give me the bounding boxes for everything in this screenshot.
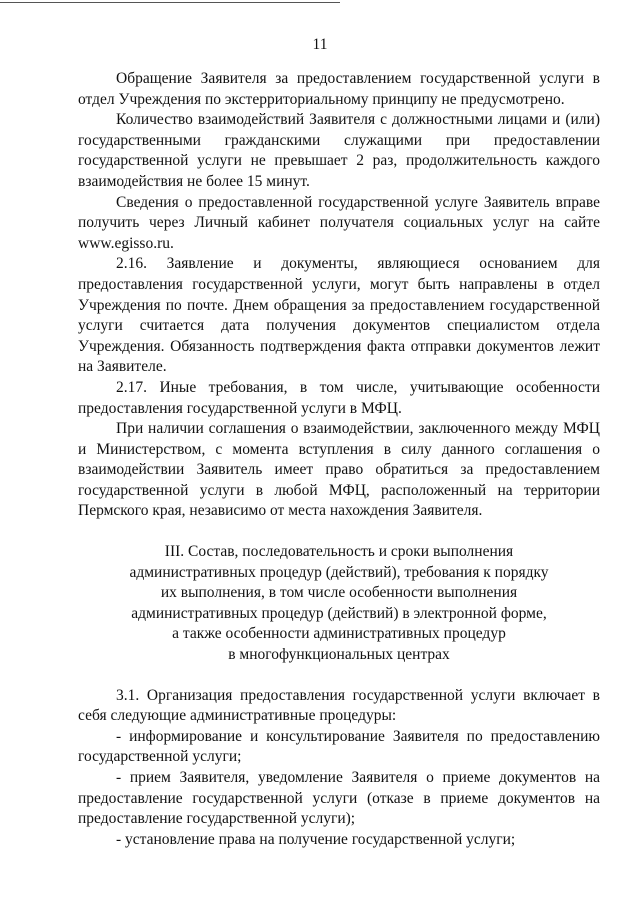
paragraph-2-16: 2.16. Заявление и документы, являющиеся основанием для предоставления государственной услуги, могут быть направлены в отдел Учреждения по почте. Днем обращения за предоставлением государственной услуги считается дата получения документов специалистом отдела Учреждения. Обязанность подтверждения факта отправки документов лежит на Заявителе. <box>78 255 600 376</box>
document-body <box>78 69 600 850</box>
paragraph-mfc-agreement: При наличии соглашения о взаимодействии, заключенного между МФЦ и Министерством, с момента вступления в силу данного соглашения о взаимодействии Заявитель имеет право обратиться за предоставлением государственной услуги в любой МФЦ, расположенный на территории Пермского края, независимо от места нахождения Заявителя. <box>78 420 600 520</box>
paragraph-egisso: Сведения о предоставленной государственной услуге Заявитель вправе получить через Личный кабинет получателя социальных услуг на сайте www.egisso.ru. <box>78 193 600 252</box>
page-number: 11 <box>312 36 328 53</box>
list-item-right-establishment: - установление права на получение государственной услуги; <box>116 830 516 848</box>
paragraph-3-1: 3.1. Организация предоставления государственной услуги включает в себя следующие административные процедуры: <box>78 686 600 725</box>
section-heading-line: административных процедур (действий), требования к порядку <box>129 563 549 581</box>
section-heading-line: а также особенности административных процедур <box>172 625 506 643</box>
list-item-informing: - информирование и консультирование Заявителя по предоставлению государственной услуги; <box>78 727 600 766</box>
list-item-reception: - прием Заявителя, уведомление Заявителя о приеме документов на предоставление государственной услуги (отказе в приеме документов на предоставление государственной услуги); <box>78 769 600 828</box>
section-heading-line: в многофункциональных центрах <box>228 646 450 664</box>
paragraph-interactions-count: Количество взаимодействий Заявителя с должностными лицами и (или) государственными гражданскими служащими при предоставлении государственной услуги не превышает 2 раз, продолжительность каждого взаимодействия не более 15 минут. <box>78 111 600 190</box>
section-heading-line: III. Состав, последовательность и сроки выполнения <box>164 543 514 561</box>
section-heading-line: их выполнения, в том числе особенности выполнения <box>160 584 518 602</box>
paragraph-2-17: 2.17. Иные требования, в том числе, учитывающие особенности предоставления государственной услуги в МФЦ. <box>78 378 600 417</box>
paragraph-extraterritorial: Обращение Заявителя за предоставлением государственной услуги в отдел Учреждения по экстерриториальному принципу не предусмотрено. <box>78 70 600 108</box>
top-rule <box>0 2 340 3</box>
section-heading-line: административных процедур (действий) в электронной форме, <box>131 604 547 622</box>
section-heading <box>78 542 600 666</box>
